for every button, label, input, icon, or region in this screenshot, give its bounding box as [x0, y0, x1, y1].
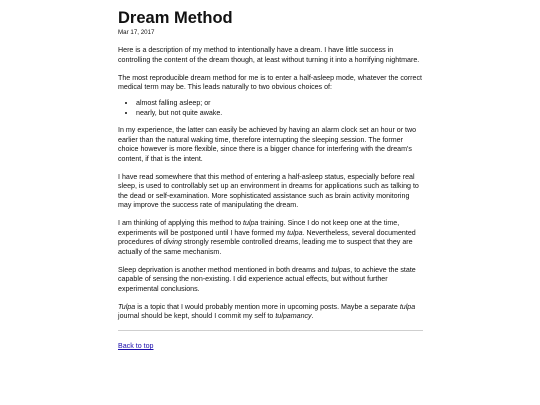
text-segment: journal should be kept, should I commit my self to [118, 312, 276, 320]
list-item: • nearly, but not quite awake. [136, 109, 423, 119]
article [118, 9, 423, 353]
emphasis-tulpamancy: tulpamancy [275, 312, 312, 320]
text-segment: , to achieve the state capable of sensing the non-existing. I did experience actual effects, but without further experimental conclusions. [118, 265, 416, 293]
text-segment: . Nevertheless, several documented procedures of [118, 228, 416, 246]
choices-list [118, 99, 423, 118]
back-to-top-link[interactable]: Back to top [118, 342, 154, 350]
text-segment: strongly resemble controlled dreams, leading me to suspect that they are actually of the same mechanism. [118, 238, 413, 256]
paragraph-half-asleep: I have read somewhere that this method of entering a half-asleep status, especially before real sleep, is used to controllably set up an environment in dreams for applications such as talking to the dead or self-examination. More sophisticated assistance such as brain activity monitoring may improve the success rate of manipulating the dream. [118, 172, 419, 209]
post-date: Mar 17, 2017 [118, 29, 155, 36]
paragraph-experience: In my experience, the latter can easily be achieved by having an alarm clock set an hour or two earlier than the natural waking time, therefore interrupting the sleeping session. The former choice however is more flexible, since there is a bigger chance for interfering with the dream's content, if that is the intent. [118, 126, 417, 163]
text-segment: training. Since I do not keep one at the time, experiments will be postponed until I have formed my [118, 219, 400, 237]
text-segment: . [311, 312, 314, 320]
emphasis-diving: diving [163, 238, 182, 246]
emphasis-tulpa: tulpa [399, 302, 416, 311]
list-item: • almost falling asleep; or [136, 99, 423, 109]
text-segment: is a topic that I would probably mention more in upcoming posts. Maybe a separate [135, 302, 400, 311]
emphasis-tulpa: Tulpa [118, 302, 136, 311]
paragraph-intro: Here is a description of my method to intentionally have a dream. I have little success in controlling the content of the dream though, at least without turning it into a horrifying nightmare. [118, 46, 420, 64]
text-segment: I am thinking of applying this method to [118, 219, 243, 227]
paragraph-sleep-deprivation [118, 266, 423, 295]
emphasis-tulpa: tulpa [287, 228, 303, 237]
paragraph-tulpa-training [118, 219, 423, 257]
footer-divider [118, 330, 423, 331]
emphasis-tulpas: tulpas [331, 265, 351, 274]
emphasis-tulpa: tulpa [243, 219, 259, 227]
text-segment: Sleep deprivation is another method mentioned in both dreams and [118, 265, 332, 274]
paragraph-tulpa-topic [118, 303, 423, 322]
paragraph-method: The most reproducible dream method for me is to enter a half-asleep mode, whatever the correct medical term may be. This leads naturally to two obvious choices of: [118, 73, 422, 91]
post-title: Dream Method [118, 9, 233, 27]
